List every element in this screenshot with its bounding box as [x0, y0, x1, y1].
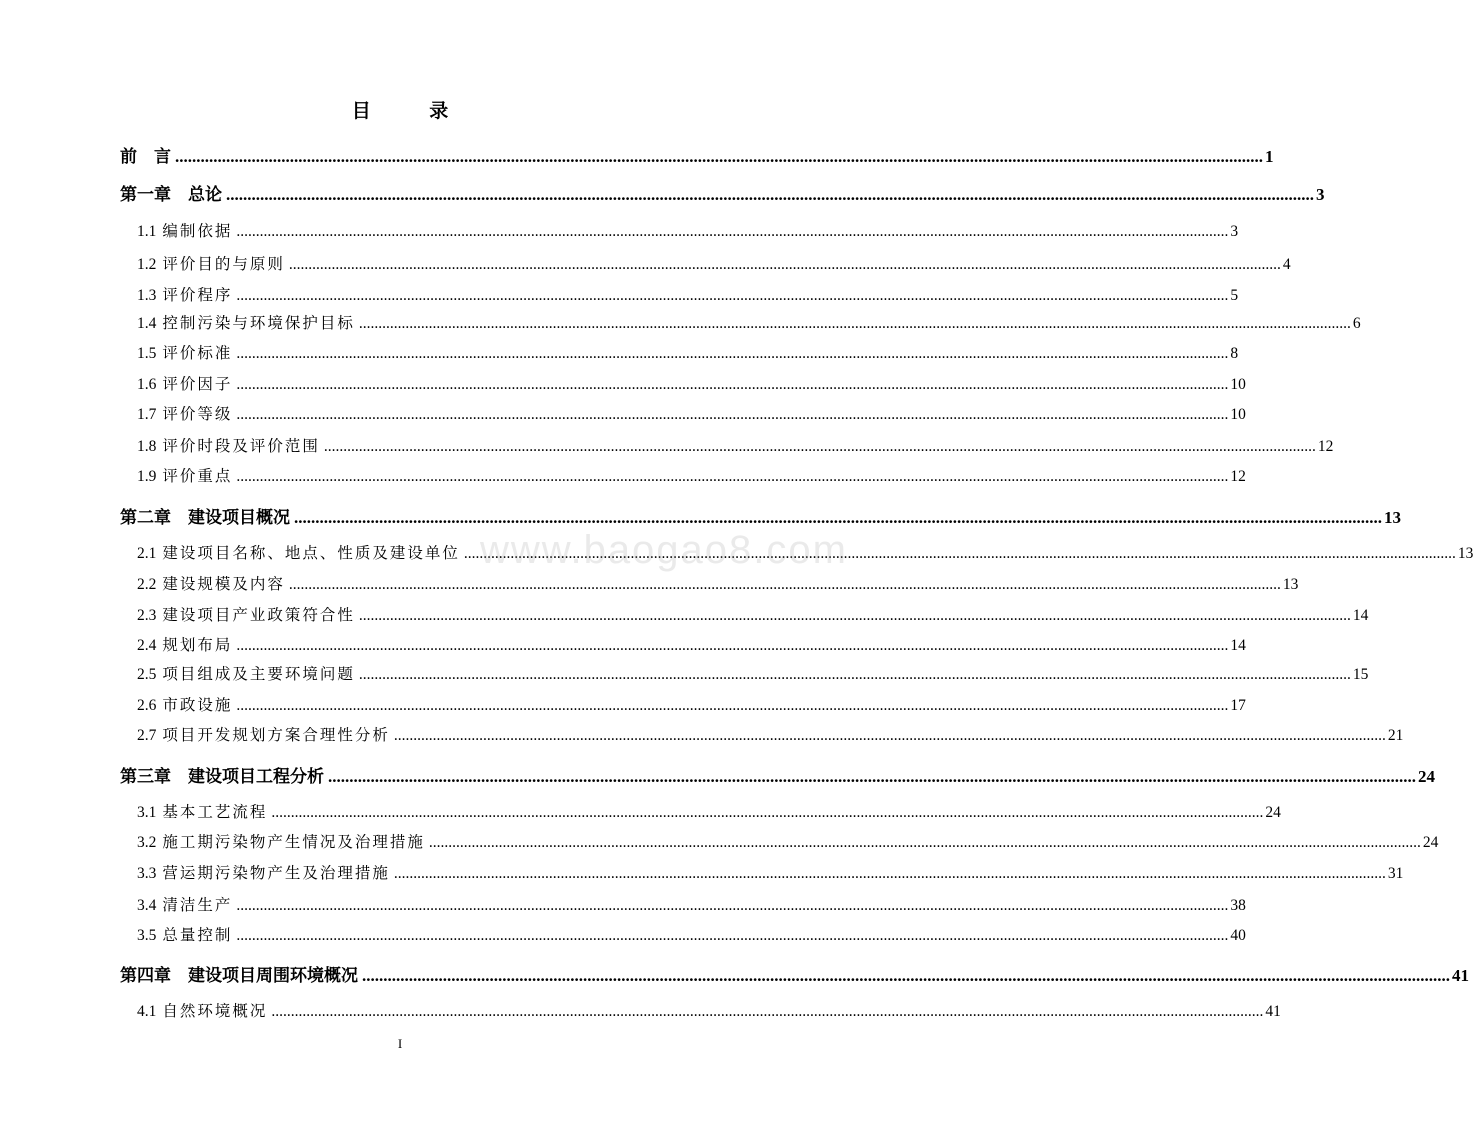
toc-section-entry[interactable] [137, 830, 1439, 852]
toc-entry-page-number: 12 [1317, 438, 1334, 455]
toc-dot-leader [289, 256, 1281, 274]
toc-chapter-entry[interactable] [120, 961, 1469, 986]
toc-section-entry[interactable] [137, 219, 1239, 241]
toc-entry-label: 建设项目产业政策符合性 [162, 606, 355, 624]
toc-dot-leader [271, 1003, 1263, 1021]
toc-section-entry[interactable] [137, 464, 1246, 486]
watermark: www.baogao8.com [480, 528, 848, 572]
toc-entry-page-number: 13 [1457, 545, 1473, 562]
toc-dot-leader [271, 804, 1263, 822]
toc-entry-page-number: 1 [1265, 147, 1274, 166]
toc-dot-leader [236, 897, 1228, 915]
toc-entry-label: 自然环境概况 [162, 1002, 268, 1020]
toc-section-entry[interactable] [137, 283, 1239, 305]
toc-entry-label: 第一章 总论 [120, 185, 222, 205]
toc-entry-label: 编制依据 [162, 222, 233, 240]
toc-entry-label: 评价标准 [162, 344, 233, 362]
toc-entry-label: 第三章 建设项目工程分析 [120, 767, 324, 787]
toc-dot-leader [236, 376, 1228, 394]
toc-section-entry[interactable] [137, 693, 1246, 715]
toc-dot-leader [294, 508, 1382, 528]
toc-entry-label: 评价程序 [162, 286, 233, 304]
toc-section-entry[interactable] [137, 341, 1239, 363]
toc-entry-number: 2.1 [137, 545, 157, 562]
toc-entry-number: 1.7 [137, 406, 157, 423]
toc-entry-page-number: 24 [1265, 804, 1281, 821]
toc-entry-label: 清洁生产 [162, 896, 233, 914]
toc-dot-leader [328, 767, 1416, 787]
toc-entry-number: 2.2 [137, 576, 157, 593]
toc-entry-page-number: 6 [1352, 315, 1361, 332]
toc-section-entry[interactable] [137, 999, 1281, 1021]
toc-dot-leader [175, 147, 1263, 167]
toc-section-entry[interactable] [137, 662, 1369, 684]
toc-dot-leader [362, 966, 1450, 986]
toc-entry-label: 施工期污染物产生情况及治理措施 [162, 833, 425, 851]
toc-section-entry[interactable] [137, 923, 1246, 945]
toc-entry-label: 第四章 建设项目周围环境概况 [120, 966, 358, 986]
toc-section-entry[interactable] [137, 252, 1291, 274]
toc-entry-page-number: 41 [1452, 966, 1469, 985]
toc-dot-leader [289, 576, 1281, 594]
toc-entry-number: 2.3 [137, 607, 157, 624]
toc-entry-number: 1.4 [137, 315, 157, 332]
toc-entry-page-number: 24 [1418, 767, 1435, 786]
toc-entry-label: 营运期污染物产生及治理措施 [162, 864, 390, 882]
toc-entry-number: 3.1 [137, 804, 157, 821]
toc-entry-page-number: 17 [1230, 697, 1246, 714]
toc-entry-label: 项目开发规划方案合理性分析 [162, 726, 390, 744]
toc-entry-number: 1.8 [137, 438, 157, 455]
toc-entry-page-number: 21 [1387, 727, 1404, 744]
toc-entry-page-number: 15 [1352, 666, 1369, 683]
page-title: 目 录 [351, 100, 475, 122]
toc-entry-page-number: 24 [1422, 834, 1439, 851]
toc-entry-page-number: 3 [1316, 185, 1325, 204]
toc-entry-page-number: 12 [1230, 468, 1246, 485]
toc-dot-leader [359, 315, 1351, 333]
toc-entry-page-number: 14 [1352, 607, 1369, 624]
toc-dot-leader [394, 865, 1386, 883]
toc-section-entry[interactable] [137, 372, 1246, 394]
toc-entry-label: 第二章 建设项目概况 [120, 508, 290, 528]
toc-dot-leader [324, 438, 1316, 456]
toc-chapter-entry[interactable] [120, 503, 1401, 528]
toc-chapter-entry[interactable] [120, 180, 1325, 205]
toc-dot-leader [359, 607, 1351, 625]
toc-entry-label: 控制污染与环境保护目标 [162, 314, 355, 332]
toc-entry-number: 1.2 [137, 256, 157, 273]
toc-entry-page-number: 14 [1230, 637, 1246, 654]
toc-entry-number: 1.9 [137, 468, 157, 485]
toc-dot-leader [359, 666, 1351, 684]
toc-entry-label: 建设项目名称、地点、性质及建设单位 [162, 544, 460, 562]
toc-dot-leader [236, 468, 1228, 486]
toc-entry-number: 1.5 [137, 345, 157, 362]
toc-dot-leader [236, 345, 1228, 363]
toc-dot-leader [236, 406, 1228, 424]
toc-dot-leader [236, 637, 1228, 655]
toc-entry-number: 2.6 [137, 697, 157, 714]
toc-section-entry[interactable] [137, 603, 1369, 625]
toc-entry-page-number: 3 [1230, 223, 1239, 240]
toc-entry-number: 3.3 [137, 865, 157, 882]
toc-entry-number: 2.4 [137, 637, 157, 654]
toc-entry-label: 市政设施 [162, 696, 233, 714]
toc-entry-label: 评价等级 [162, 405, 233, 423]
toc-entry-label: 项目组成及主要环境问题 [162, 665, 355, 683]
toc-entry-page-number: 4 [1282, 256, 1291, 273]
toc-dot-leader [394, 727, 1386, 745]
toc-entry-number: 2.7 [137, 727, 157, 744]
toc-dot-leader [236, 697, 1228, 715]
toc-entry-page-number: 10 [1230, 376, 1246, 393]
toc-chapter-entry[interactable] [120, 762, 1435, 787]
toc-entry-label: 前 言 [120, 147, 171, 167]
toc-entry-number: 1.3 [137, 287, 157, 304]
toc-entry-page-number: 38 [1230, 897, 1246, 914]
toc-entry-page-number: 31 [1387, 865, 1404, 882]
toc-entry-number: 3.2 [137, 834, 157, 851]
toc-entry-label: 基本工艺流程 [162, 803, 268, 821]
toc-entry-page-number: 5 [1230, 287, 1239, 304]
toc-dot-leader [236, 927, 1228, 945]
toc-section-entry[interactable] [137, 402, 1246, 424]
toc-section-entry[interactable] [137, 311, 1361, 333]
toc-entry-page-number: 10 [1230, 406, 1246, 423]
toc-section-entry[interactable] [137, 893, 1246, 915]
toc-entry-number: 4.1 [137, 1003, 157, 1020]
toc-entry-number: 1.1 [137, 223, 157, 240]
toc-entry-label: 评价时段及评价范围 [162, 437, 320, 455]
toc-entry-page-number: 41 [1265, 1003, 1281, 1020]
toc-entry-page-number: 13 [1282, 576, 1299, 593]
toc-entry-number: 3.4 [137, 897, 157, 914]
toc-section-entry[interactable] [137, 723, 1404, 745]
toc-entry-label: 评价重点 [162, 467, 233, 485]
toc-entry-page-number: 13 [1384, 508, 1401, 527]
toc-chapter-entry[interactable] [120, 142, 1274, 167]
toc-entry-number: 3.5 [137, 927, 157, 944]
toc-dot-leader [236, 287, 1228, 305]
toc-section-entry[interactable] [137, 861, 1404, 883]
toc-entry-number: 1.6 [137, 376, 157, 393]
toc-dot-leader [236, 223, 1228, 241]
toc-dot-leader [429, 834, 1421, 852]
toc-section-entry[interactable] [137, 572, 1299, 594]
toc-entry-label: 规划布局 [162, 636, 233, 654]
toc-dot-leader [226, 185, 1314, 205]
toc-entry-label: 评价目的与原则 [162, 255, 285, 273]
toc-section-entry[interactable] [137, 633, 1246, 655]
toc-entry-label: 总量控制 [162, 926, 233, 944]
toc-entry-page-number: 8 [1230, 345, 1239, 362]
toc-entry-label: 建设规模及内容 [162, 575, 285, 593]
toc-section-entry[interactable] [137, 434, 1334, 456]
toc-entry-number: 2.5 [137, 666, 157, 683]
toc-entry-label: 评价因子 [162, 375, 233, 393]
toc-section-entry[interactable] [137, 800, 1281, 822]
page-number-footer: I [397, 1036, 403, 1051]
toc-entry-page-number: 40 [1230, 927, 1246, 944]
